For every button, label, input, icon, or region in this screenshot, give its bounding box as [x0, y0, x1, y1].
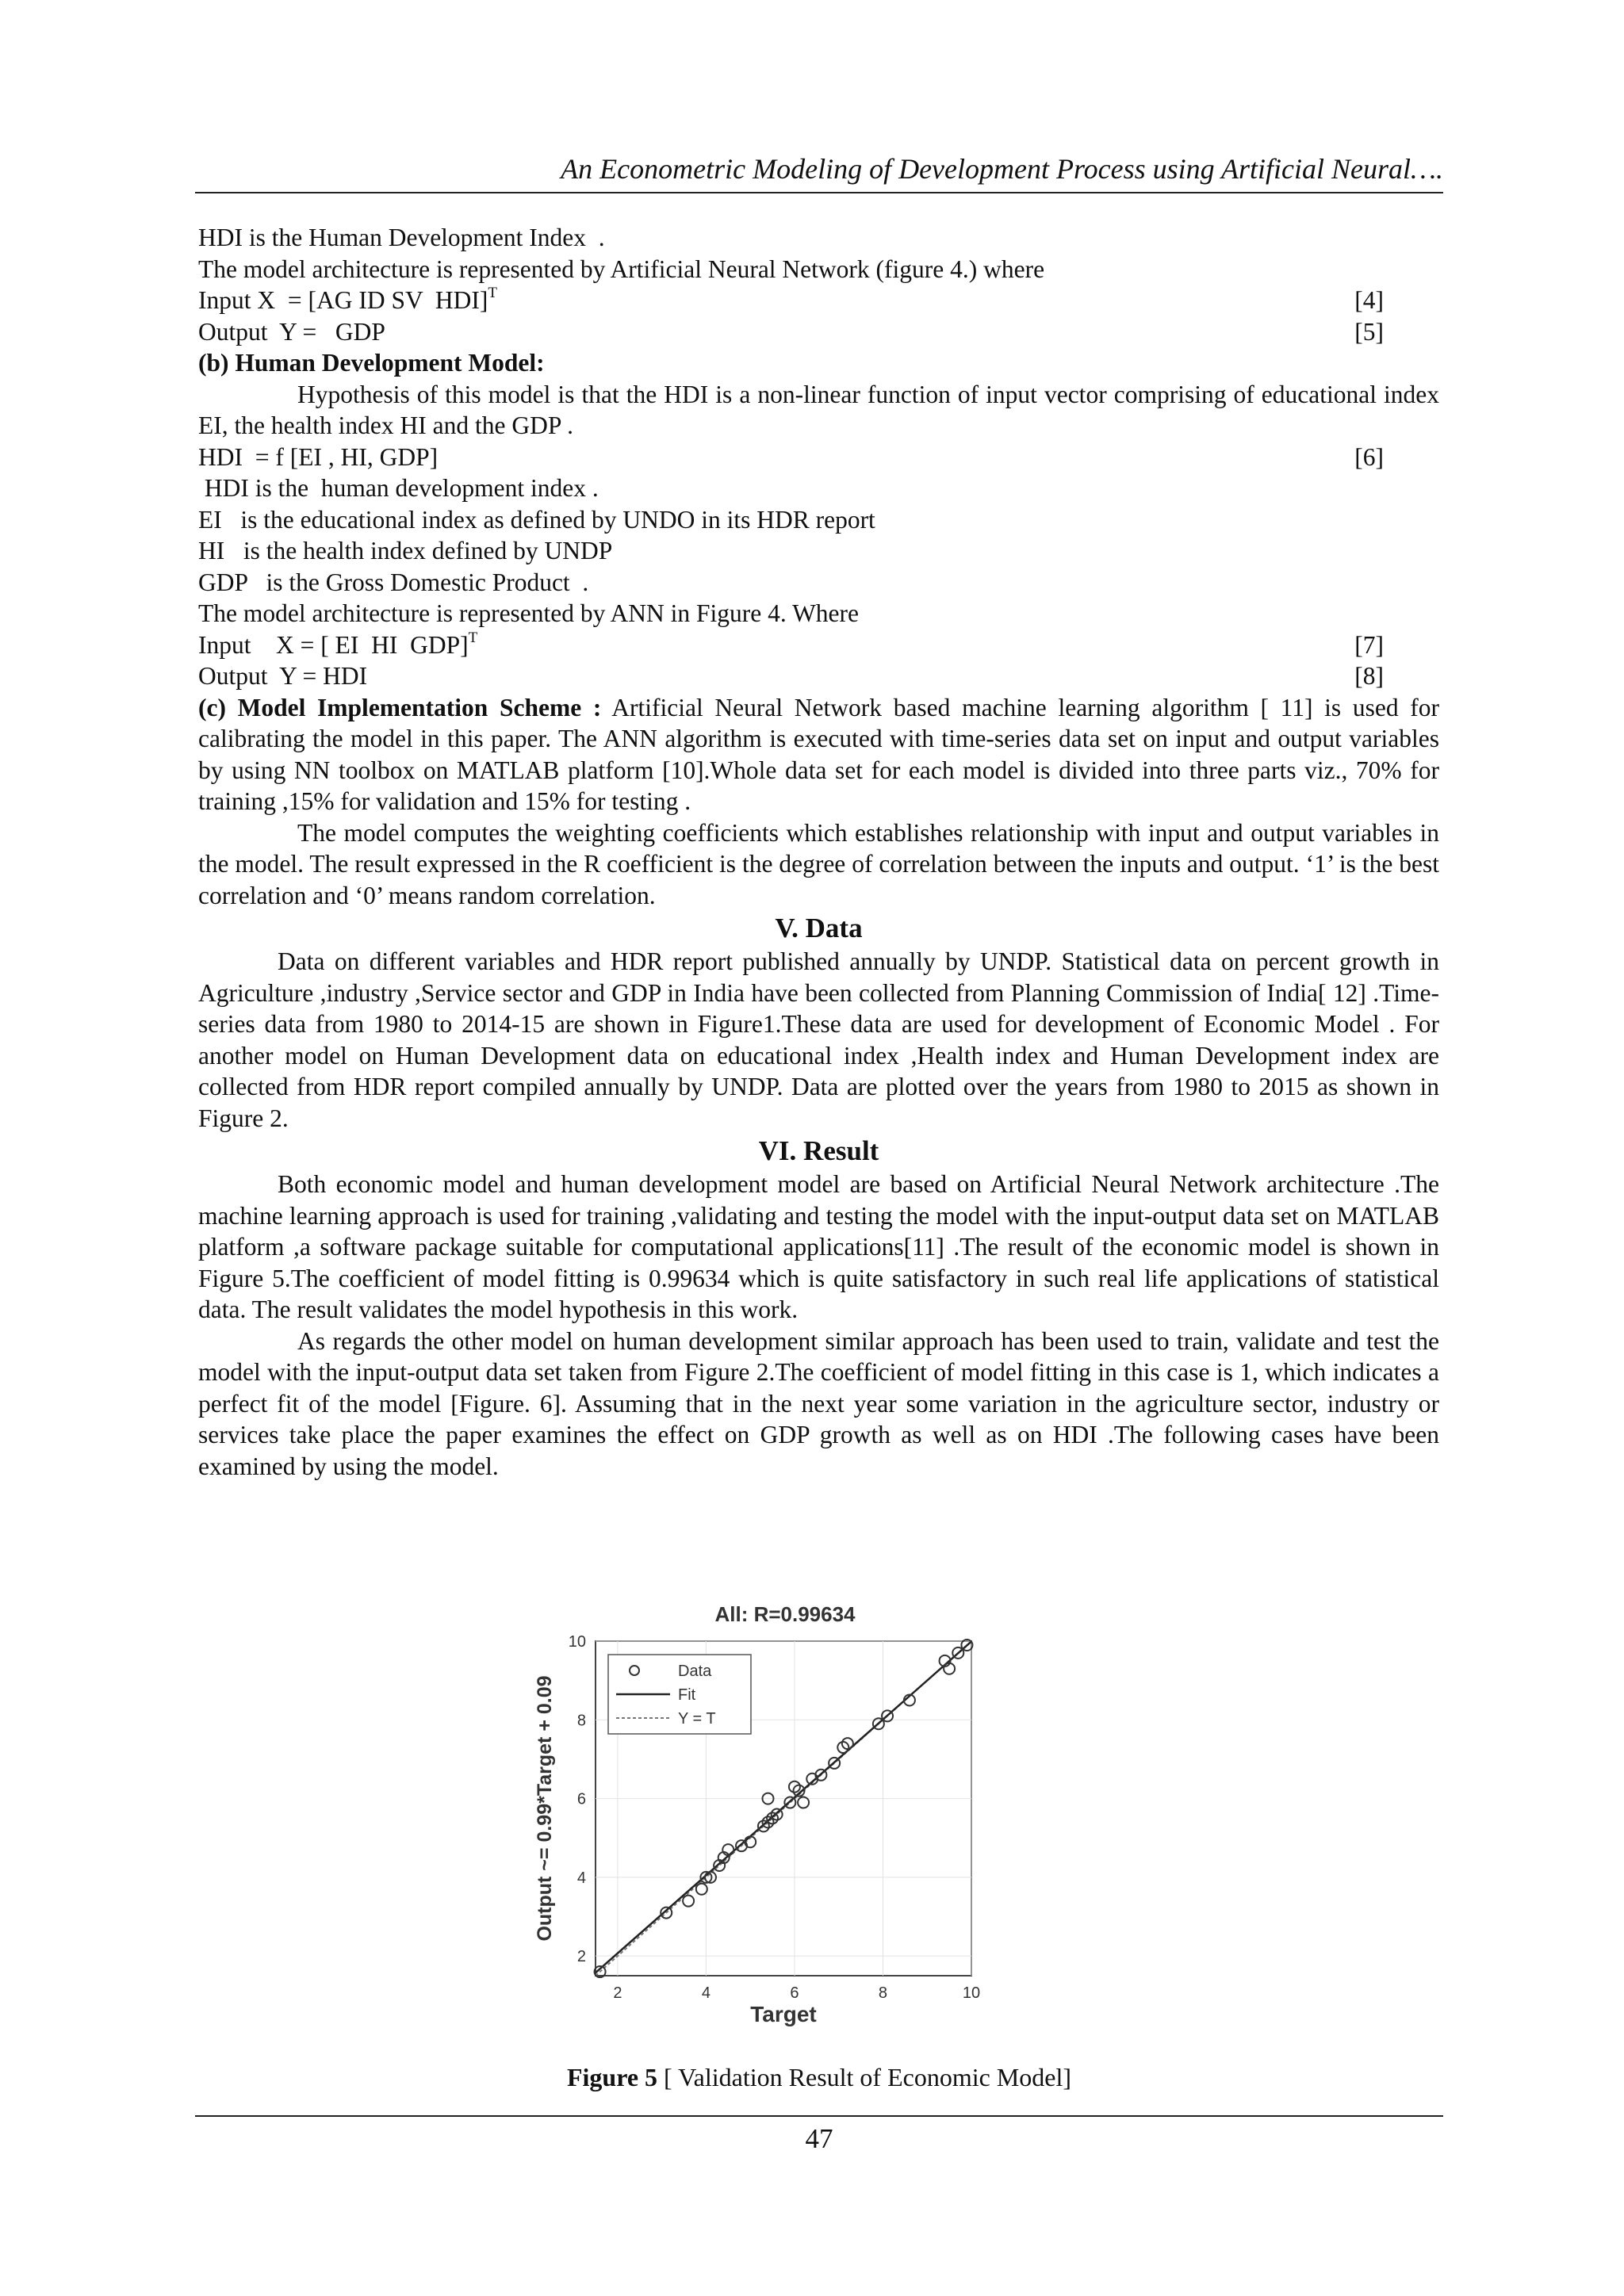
text-line — [198, 222, 1439, 254]
equation-5-number: [5] — [1354, 317, 1384, 346]
ei-note: EI is the educational index as defined by UNDO in its HDR report — [198, 505, 875, 534]
running-header: An Econometric Modeling of Development Process using Artificial Neural…. — [561, 153, 1443, 185]
legend-fit-label: Fit — [678, 1686, 696, 1704]
equation-7-number: [7] — [1354, 630, 1384, 659]
text-line — [198, 567, 1439, 599]
y-tick-label: 2 — [576, 1948, 586, 1966]
equation-4-expression: Input X = [AG ID SV HDI] — [198, 286, 488, 314]
x-tick-label: 6 — [790, 1984, 799, 2002]
page-number: 47 — [805, 2123, 833, 2154]
section-title: (c) Model Implementation Scheme : — [198, 693, 602, 721]
regression-plot — [519, 1598, 1019, 2030]
legend-yt-label: Y = T — [678, 1710, 716, 1728]
hdi-definition: HDI is the Human Development Index . — [198, 224, 605, 251]
legend — [608, 1655, 751, 1734]
footer-rule — [195, 2115, 1443, 2117]
text-line — [198, 473, 1439, 504]
equation-7-expression: Input X = [ EI HI GDP] — [198, 630, 469, 659]
y-tick-label: 8 — [576, 1712, 586, 1730]
body-text — [198, 222, 1439, 1482]
transpose-superscript: T — [468, 629, 478, 646]
equation-6-expression: HDI = f [EI , HI, GDP] — [198, 442, 439, 471]
text-line — [198, 535, 1439, 567]
result-paragraph-2: As regards the other model on human development similar approach has been used to train, validate and test the model with the input-output data set taken from Figure 2.The coefficient of model fitting in this case is 1, which indicates a perfect fit of the model [Figure. 6]. Assuming that in the next year some variation in the agriculture sector, industry or services take place the paper examines the effect on GDP growth as well as on HDI .The following cases have been examined by using the model. — [198, 1326, 1439, 1480]
y-tick-labels — [569, 1633, 586, 1965]
equation-7 — [198, 629, 1439, 661]
hypothesis-paragraph: Hypothesis of this model is that the HDI is a non-linear function of input vector comprising of educational index EI, the health index HI and the GDP . — [198, 380, 1439, 439]
chart-title: All: R=0.99634 — [714, 1602, 856, 1626]
text-line — [198, 254, 1439, 285]
data-paragraph: Data on different variables and HDR report published annually by UNDP. Statistical data on percent growth in Agriculture ,industry ,Service sector and GDP in India have been collected from Planning Commission of India[ 12] .Time-series data from 1980 to 2014-15 are shown in Figure1.These data are used for development of Economic Model . For another model on Human Development data on educational index ,Health index and Human Development index are collected from HDR report compiled annually by UNDP. Data are plotted over the years from 1980 to 2015 as shown in Figure 2. — [198, 947, 1439, 1132]
y-tick-label: 10 — [568, 1633, 586, 1651]
y-tick-label: 6 — [576, 1790, 586, 1808]
x-tick-labels — [613, 1984, 980, 2002]
x-tick-label: 8 — [878, 1984, 888, 2002]
transpose-superscript: T — [488, 285, 498, 301]
equation-4-number: [4] — [1354, 286, 1384, 314]
implementation-text: Artificial Neural Network based machine learning algorithm [ 11] is used for calibrating the model in this paper. The ANN algorithm is executed with time-series data set on input and output variables by using NN toolbox on MATLAB platform [10].Whole data set for each model is divided into three parts viz., 70% for training ,15% for validation and 15% for testing . — [198, 693, 1439, 815]
equation-8 — [198, 660, 1439, 692]
hdi-note: HDI is the human development index . — [198, 474, 599, 502]
y-tick-label: 4 — [576, 1869, 586, 1887]
equation-8-expression: Output Y = HDI — [198, 662, 368, 690]
ann-architecture-sentence: The model architecture is represented by ANN in Figure 4. Where — [198, 599, 860, 627]
gdp-note: GDP is the Gross Domestic Product . — [198, 568, 589, 596]
text-line — [198, 598, 1439, 629]
text-line — [198, 504, 1439, 536]
x-axis-label: Target — [750, 2002, 817, 2026]
equation-4 — [198, 285, 1439, 316]
section-heading-b — [198, 347, 1439, 379]
section-title: (b) Human Development Model: — [198, 349, 545, 377]
figure-caption — [195, 2061, 1443, 2093]
regression-figure — [519, 1598, 1019, 2030]
implementation-paragraph — [198, 692, 1439, 817]
caption-label: Figure 5 — [566, 2063, 658, 2091]
legend-data-label: Data — [678, 1663, 712, 1680]
architecture-sentence: The model architecture is represented by Artificial Neural Network (figure 4.) where — [198, 254, 1045, 283]
x-tick-label: 10 — [962, 1984, 981, 2002]
equation-8-number: [8] — [1354, 662, 1384, 690]
caption-text: [ Validation Result of Economic Model] — [657, 2063, 1072, 2091]
hi-note: HI is the health index defined by UNDP — [198, 537, 613, 564]
result-paragraph: Both economic model and human development model are based on Artificial Neural Network architecture .The machine learning approach is used for training ,validating and testing the model with the input-output data set on MATLAB platform ,a software package suitable for computational applications[11] .The result of the economic model is shown in Figure 5.The coefficient of model fitting is 0.99634 which is quite satisfactory in such real life applications of statistical data. The result validates the model hypothesis in this work. — [198, 1170, 1439, 1323]
section-heading-data: V. Data — [775, 913, 863, 943]
x-tick-label: 4 — [701, 1984, 710, 2002]
header-rule — [195, 192, 1443, 193]
equation-6 — [198, 442, 1439, 473]
equation-5 — [198, 316, 1439, 348]
y-axis-label: Output ~= 0.99*Target + 0.09 — [534, 1675, 556, 1942]
equation-6-number: [6] — [1354, 442, 1384, 471]
x-tick-label: 2 — [613, 1984, 622, 2002]
coefficient-paragraph: The model computes the weighting coefficients which establishes relationship with input and output variables in the model. The result expressed in the R coefficient is the degree of correlation between the inputs and output. ‘1’ is the best correlation and ‘0’ means random correlation. — [198, 818, 1439, 909]
section-heading-result: VI. Result — [758, 1135, 879, 1166]
equation-5-expression: Output Y = GDP — [198, 317, 385, 346]
